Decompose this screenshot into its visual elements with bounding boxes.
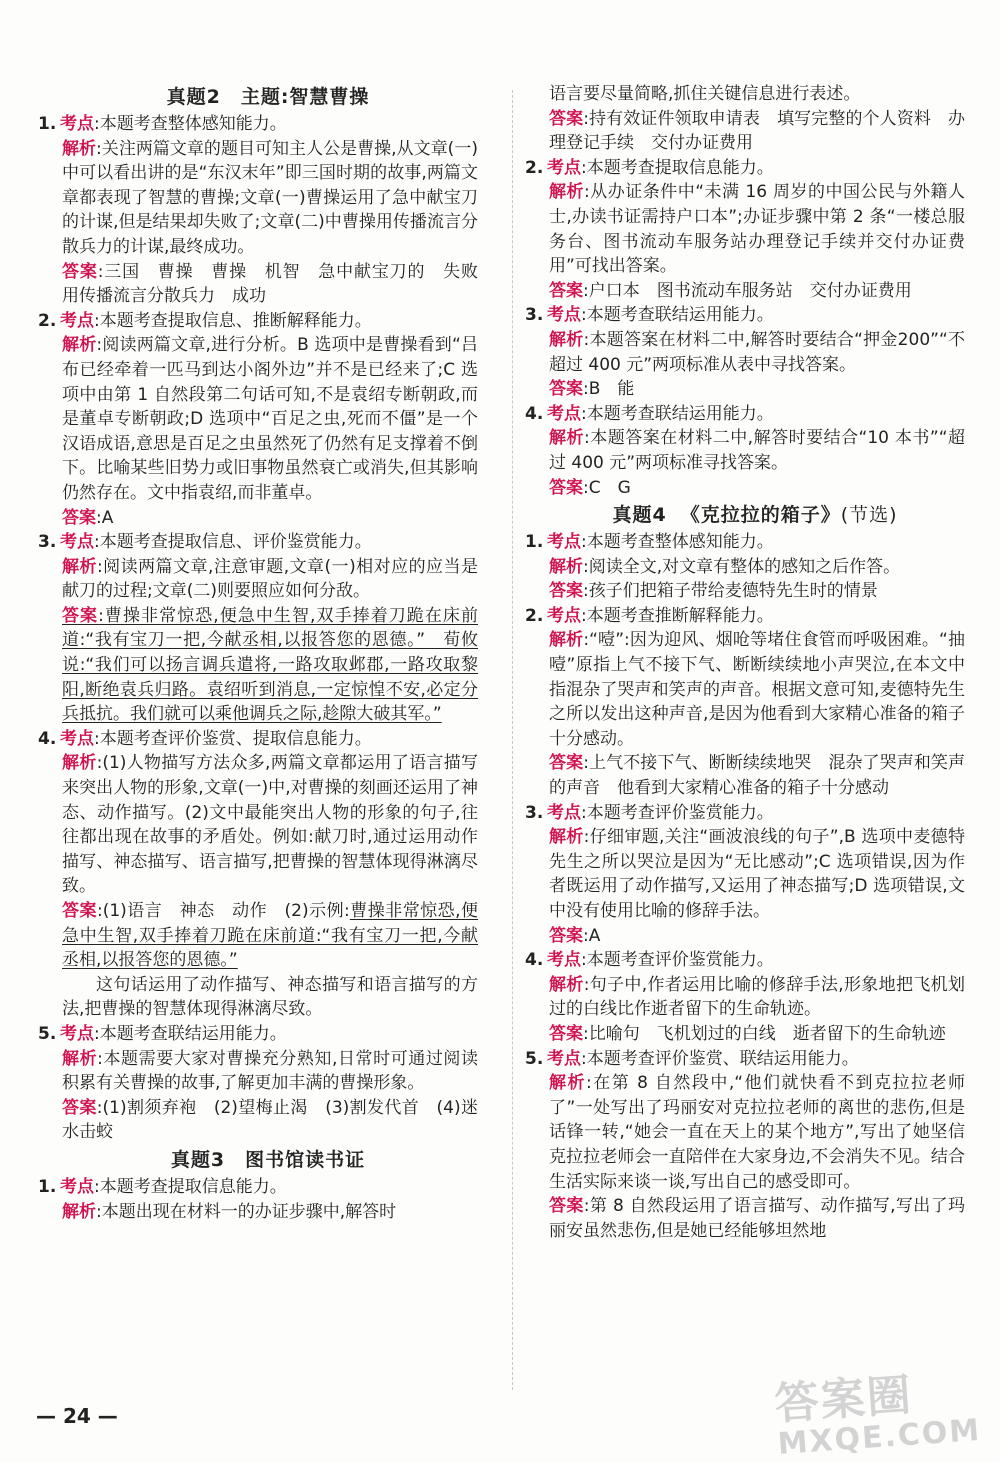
jiexi-text: :仔细审题,关注“画波浪线的句子”,B 选项中麦德特先生之所以哭泣是因为“无比感动”;C 选项错误,因为作者既运用了动作描写,又运用了神态描写;D 选项错误,文中没有使用比喻的修辞手法。 <box>549 827 966 921</box>
label-jiexi: 解析 <box>62 753 97 774</box>
daan-text: :(1)语言 神态 动作 (2)示例: <box>96 901 350 921</box>
label-daan: 答案 <box>62 901 97 921</box>
section3-question-2 <box>525 156 965 304</box>
label-kaodian: 考点 <box>60 1176 94 1197</box>
question-number: 1. <box>525 532 544 553</box>
kaodian-text: :本题考查提取信息、评价鉴赏能力。 <box>94 532 372 553</box>
label-daan: 答案 <box>549 379 583 400</box>
label-jiexi: 解析 <box>62 1048 98 1069</box>
section3-question-4 <box>525 402 965 500</box>
question-number: 1. <box>38 1176 57 1197</box>
question-number: 3. <box>38 532 57 553</box>
daan-text: :三国 曹操 曹操 机智 急中献宝刀的 失败 用传播流言分散兵力 成功 <box>62 261 496 307</box>
kaodian-text: :本题考查评价鉴赏、提取信息能力。 <box>94 728 372 749</box>
label-daan: 答案 <box>549 108 584 129</box>
watermark-logo <box>774 1369 983 1462</box>
label-daan: 答案 <box>549 280 583 301</box>
kaodian-text: :本题考查联结运用能力。 <box>94 1023 287 1044</box>
label-kaodian: 考点 <box>547 950 581 971</box>
section-number: 真题3 <box>170 1148 226 1171</box>
label-kaodian: 考点 <box>547 1048 581 1069</box>
daan-text: :第 8 自然段运用了语言描写、动作描写,写出了玛丽安虽然悲伤,但是她已经能够坦然地 <box>549 1196 965 1241</box>
daan-text: :曹操非常惊恐,便急中生智,双手捧着刀跪在床前道:“我有宝刀一把,今献丞相,以报答您的恩德。” 荀攸说:“我们可以扬言调兵遣将,一路攻取邺郡,一路攻取黎阳,断绝袁兵归路。袁绍听到消息,一定惊惶不安,必定分兵抵抗。我们就可以乘他调兵之际,趁隙大破其军。” <box>62 605 478 725</box>
label-jiexi: 解析 <box>549 428 584 449</box>
question-number: 2. <box>525 157 544 178</box>
question-5 <box>38 1022 478 1145</box>
kaodian-text: :本题考查整体感知能力。 <box>581 532 774 553</box>
daan-text: :户口本 图书流动车服务站 交付办证费用 <box>583 280 912 301</box>
question-number: 4. <box>525 403 544 424</box>
section-title-4 <box>525 500 965 530</box>
question-number: 2. <box>38 310 57 331</box>
label-daan: 答案 <box>549 1023 583 1044</box>
section4-question-3 <box>525 801 965 949</box>
kaodian-text: :本题考查联结运用能力。 <box>581 403 774 424</box>
question-number: 3. <box>525 802 544 823</box>
label-jiexi: 解析 <box>549 974 584 995</box>
label-daan: 答案 <box>549 753 584 774</box>
section-name: 《克拉拉的箱子》 <box>680 504 841 527</box>
daan-text: :持有效证件领取申请表 填写完整的个人资料 办理登记手续 交付办证费用 <box>549 108 966 154</box>
daan-text: :上气不接下气、断断续续地哭 混杂了哭声和笑声的声音 他看到大家精心准备的箱子十分感动 <box>549 753 966 799</box>
kaodian-text: :本题考查评价鉴赏能力。 <box>581 950 774 971</box>
jiexi-text: :(1)人物描写方法众多,两篇文章都运用了语言描写来突出人物的形象,文章(一)中,对曹操的刻画还运用了神态、动作描写。(2)文中最能突出人物的形象的句子,往往都出现在故事的矛盾处。例如:献刀时,通过运用动作描写、神态描写、语言描写,把曹操的智慧体现得淋漓尽致。 <box>62 753 478 897</box>
left-column <box>38 82 496 1224</box>
daan-text: :C G <box>583 477 631 498</box>
daan-text: :B 能 <box>583 379 635 400</box>
question-number: 1. <box>38 114 57 134</box>
label-kaodian: 考点 <box>60 532 94 553</box>
label-daan: 答案 <box>549 477 583 498</box>
label-kaodian: 考点 <box>547 157 581 178</box>
question-3 <box>38 530 478 727</box>
section-name: 图书馆读书证 <box>245 1148 366 1171</box>
label-kaodian: 考点 <box>60 114 94 134</box>
question-number: 5. <box>38 1023 57 1044</box>
jiexi-text: :阅读两篇文章,注意审题,文章(一)相对应的应当是献刀的过程;文章(二)则要照应如何分敌。 <box>62 556 478 602</box>
question-number: 4. <box>38 728 57 749</box>
section3-question-3 <box>525 303 965 401</box>
label-daan: 答案 <box>549 1196 584 1217</box>
watermark-url: MXQE.COM <box>776 1412 983 1462</box>
question-4 <box>38 727 478 1022</box>
section4-question-1 <box>525 530 965 604</box>
question-number: 4. <box>525 950 544 971</box>
label-jiexi: 解析 <box>549 827 584 848</box>
label-daan: 答案 <box>62 1097 97 1118</box>
jiexi-text: :在第 8 自然段中,“他们就快看不到克拉拉老师了”一处写出了玛丽安对克拉拉老师的离世的悲伤,但是话锋一转,“她会一直在天上的某个地方”,写出了她坚信克拉拉老师会一直陪伴在大家身边,不会消失不见。结合生活实际来谈一谈,写出自己的感受即可。 <box>549 1073 966 1192</box>
section-name: 主题:智慧曹操 <box>240 86 370 108</box>
label-kaodian: 考点 <box>547 403 581 424</box>
label-kaodian: 考点 <box>547 802 581 823</box>
daan-text: :比喻句 飞机划过的白线 逝者留下的生命轨迹 <box>583 1023 946 1044</box>
kaodian-text: :本题考查提取信息、推断解释能力。 <box>94 310 372 331</box>
section-title-3 <box>38 1145 478 1175</box>
jiexi-text: :阅读全文,对文章有整体的感知之后作答。 <box>583 556 901 577</box>
kaodian-text: :本题考查推断解释能力。 <box>581 605 774 626</box>
jiexi-text: :本题答案在材料二中,解答时要结合“10 本书”“超过 400 元”两项标准寻找答案。 <box>549 428 966 473</box>
label-jiexi: 解析 <box>62 335 97 356</box>
daan-text: :(1)割须弃袍 (2)望梅止渴 (3)割发代首 (4)迷水击蛟 <box>62 1097 478 1143</box>
question-number: 3. <box>525 305 544 326</box>
label-kaodian: 考点 <box>547 532 581 553</box>
daan-explanation: 这句话运用了动作描写、神态描写和语言描写的方法,把曹操的智慧体现得淋漓尽致。 <box>62 974 478 1020</box>
label-daan: 答案 <box>549 925 583 946</box>
jiexi-text: :“噎”:因为迎风、烟呛等堵住食管而呼吸困难。“抽噎”原指上气不接下气、断断续续地小声哭泣,在本文中指混杂了哭声和笑声的声音。根据文意可知,麦德特先生之所以发出这种声音,是因为他看到大家精心准备的箱子十分感动。 <box>549 630 965 749</box>
right-column <box>525 82 965 1243</box>
label-kaodian: 考点 <box>60 310 94 331</box>
section-title-2 <box>38 82 478 112</box>
watermark-text: 答案圈 <box>773 1369 915 1431</box>
kaodian-text: :本题考查联结运用能力。 <box>581 305 774 326</box>
jiexi-text: :本题需要大家对曹操充分熟知,日常时可通过阅读积累有关曹操的故事,了解更加丰满的曹操形象。 <box>62 1048 478 1094</box>
daan-text: :A <box>96 507 114 528</box>
question-number: 2. <box>525 605 544 626</box>
section4-question-4 <box>525 948 965 1046</box>
label-daan: 答案 <box>549 581 583 602</box>
kaodian-text: :本题考查提取信息能力。 <box>581 157 774 178</box>
jiexi-text: :从办证条件中“未满 16 周岁的中国公民与外籍人士,办读书证需持户口本”;办证步骤中第 2 条“一楼总服务台、图书流动车服务站办理登记手续并交付办证费用”可找出答案。 <box>549 182 966 277</box>
label-jiexi: 解析 <box>549 630 584 651</box>
section4-question-5 <box>525 1047 965 1244</box>
section4-question-2 <box>525 604 965 801</box>
label-daan: 答案 <box>62 605 99 626</box>
section3-question-1 <box>38 1175 478 1224</box>
kaodian-text: :本题考查评价鉴赏能力。 <box>581 802 774 823</box>
label-kaodian: 考点 <box>547 605 581 626</box>
section-number: 真题2 <box>166 86 221 108</box>
daan-text: :孩子们把箱子带给麦德特先生时的情景 <box>583 581 878 602</box>
label-jiexi: 解析 <box>549 1073 586 1094</box>
page-number: — 24 — <box>36 1404 118 1428</box>
section-note: (节选) <box>840 504 898 527</box>
label-kaodian: 考点 <box>60 1023 94 1044</box>
jiexi-text: :本题出现在材料一的办证步骤中,解答时 <box>96 1201 397 1222</box>
question-1 <box>38 112 496 309</box>
jiexi-text: :句子中,作者运用比喻的修辞手法,形象地把飞机划过的白线比作逝者留下的生命轨迹。 <box>549 974 965 1020</box>
kaodian-text: :本题考查整体感知能力。 <box>94 114 287 134</box>
question-2 <box>38 309 478 530</box>
label-jiexi: 解析 <box>62 138 97 159</box>
label-jiexi: 解析 <box>549 329 584 350</box>
label-jiexi: 解析 <box>549 182 585 203</box>
column-divider <box>512 90 513 1390</box>
jiexi-text: :关注两篇文章的题目可知主人公是曹操,从文章(一)中可以看出讲的是“东汉末年”即三国时期的故事,两篇文章都表现了智慧的曹操;文章(一)曹操运用了急中献宝刀的计谋,但是结果却失败了;文章(二)中曹操用传播流言分散兵力的计谋,最终成功。 <box>62 138 478 257</box>
daan-underlined-text: 曹操非常惊恐,便急中生智,双手捧着刀跪在床前道:“我有宝刀一把,今献丞相,以报答您的恩德。” <box>62 901 479 971</box>
jiexi-text: :阅读两篇文章,进行分析。B 选项中是曹操看到“吕布已经牵着一匹马到达小阁外边”并不是已经来了;C 选项中由第 1 自然段第二句话可知,不是袁绍专断朝政,而是董卓专断朝政;D 选项中“百足之虫,死而不僵”是一个汉语成语,意思是百足之虫虽然死了仍然有足支撑着不倒下。比喻某些旧势力或旧事物虽然衰亡或消失,但其影响仍然存在。文中指袁绍,而非董卓。 <box>62 335 478 503</box>
label-jiexi: 解析 <box>62 1201 96 1222</box>
kaodian-text: :本题考查评价鉴赏、联结运用能力。 <box>581 1048 859 1069</box>
jiexi-text: :本题答案在材料二中,解答时要结合“押金200”“不超过 400 元”两项标准从表中寻找答案。 <box>549 329 966 375</box>
kaodian-text: :本题考查提取信息能力。 <box>94 1176 287 1197</box>
label-daan: 答案 <box>62 507 96 528</box>
label-kaodian: 考点 <box>547 305 581 326</box>
daan-text: :A <box>583 925 601 946</box>
label-daan: 答案 <box>62 261 98 282</box>
question-number: 5. <box>525 1048 544 1069</box>
label-kaodian: 考点 <box>60 728 94 749</box>
label-jiexi: 解析 <box>62 556 97 577</box>
jiexi-continued-text: 语言要尽量简略,抓住关键信息进行表述。 <box>549 84 861 104</box>
section-number: 真题4 <box>612 504 667 527</box>
label-jiexi: 解析 <box>549 556 583 577</box>
